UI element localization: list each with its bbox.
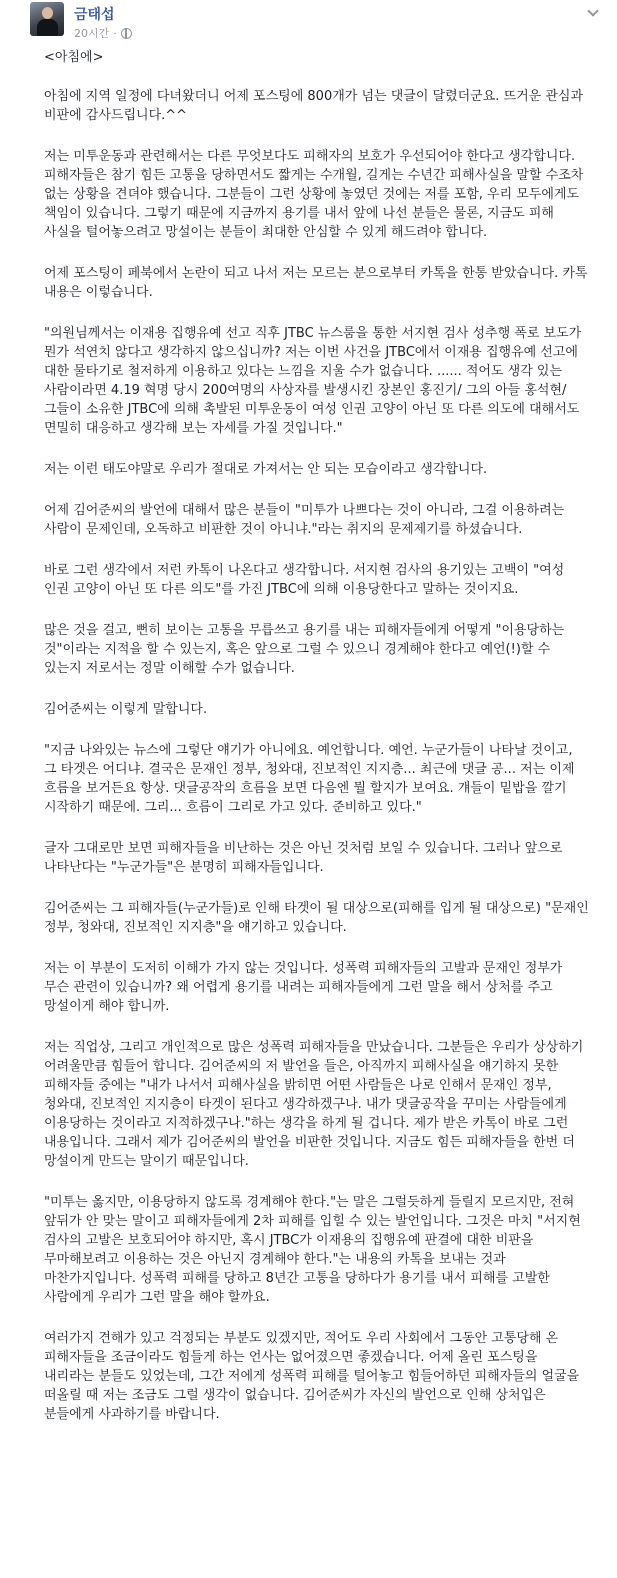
paragraph: 저는 미투운동과 관련해서는 다른 무엇보다도 피해자의 보호가 우선되어야 한다고 생각합니다. 피해자들은 참기 힘든 고통을 당하면서도 짧게는 수개월, 길게는 수년간 피해사실을 말할 수조차 없는 상황을 견뎌야 했습니다. 그분들이 그런 상황에 놓였던 것에는 저를 포함, 우리 모두에게도 책임이 있습니다. 그렇기 때문에 지금까지 용기를 내서 앞에 나선 분들은 물론, 지금도 피해 사실을 털어놓으려고 망설이는 분들이 최대한 안심할 수 있게 해드려야 합니다. bbox=[44, 149, 584, 240]
avatar[interactable] bbox=[30, 2, 64, 36]
author-name[interactable]: 금태섭 bbox=[74, 7, 115, 23]
paragraph: 저는 직업상, 그리고 개인적으로 많은 성폭력 피해자들을 만났습니다. 그분들은 우리가 상상하기 어려울만큼 힘들어 합니다. 김어준씨의 저 발언을 들은, 아직까지 피해사실을 얘기하지 못한 피해자들 중에는 "내가 나서서 피해사실을 밝히면 어떤 사람들은 나로 인해서 문재인 정부, 청와대, 진보적인 지지층이 타겟이 된다고 생각하겠구나. 내가 댓글공작을 꾸미는 사람들에게 이용당하는 것이라고 지적하겠구나."하는 생각을 하게 될 겁니다. 제가 받은 카톡이 바로 그런 내용입니다. 그래서 제가 김어준씨의 발언을 비판한 것입니다. 지금도 힘든 피해자들을 한번 더 망설이게 만드는 말이기 때문입니다. bbox=[44, 1040, 584, 1169]
paragraph: 글자 그대로만 보면 피해자들을 비난하는 것은 아닌 것처럼 보일 수 있습니다. 그러나 앞으로 나타난다는 "누군가들"은 분명히 피해자들입니다. bbox=[44, 841, 563, 875]
paragraph: "의원님께서는 이재용 집행유예 선고 직후 JTBC 뉴스룸을 통한 서지현 검사 성추행 폭로 보도가 뭔가 석연치 않다고 생각하지 않으십니까? 저는 이번 사건을 JTBC에서 이재용 집행유예 선고에 대한 물타기로 철저하게 이용하고 있다는 느낌을 지울 수가 없습니다. ...... 적어도 생각 있는 사람이라면 4.19 혁명 당시 200여명의 사상자를 발생시킨 장본인 홍진기/ 그의 아들 홍석현/ 그들이 소유한 JTBC에 의해 촉발된 미투운동이 여성 인권 고양이 아닌 또 다른 의도에 대해서도 면밀히 대응하고 생각해 보는 자세를 가질 것입니다." bbox=[44, 326, 582, 436]
paragraph: 김어준씨는 이렇게 말합니다. bbox=[44, 702, 208, 717]
paragraph: 여러가지 견해가 있고 걱정되는 부분도 있겠지만, 적어도 우리 사회에서 그동안 고통당해 온 피해자들을 조금이라도 힘들게 하는 언사는 없어졌으면 좋겠습니다. 어제 올린 포스팅을 내리라는 분들도 있었는데, 그간 저에게 성폭력 피해를 털어놓고 힘들어하던 피해자들의 얼굴을 떠올릴 때 저는 조금도 그럴 생각이 없습니다. 김어준씨가 자신의 발언으로 인해 상처입은 분들에게 사과하기를 바랍니다. bbox=[44, 1331, 580, 1422]
globe-icon[interactable] bbox=[121, 28, 132, 39]
paragraph: "지금 나와있는 뉴스에 그렇단 얘기가 아니에요. 예언합니다. 예언. 누군가들이 나타날 것이고, 그 타겟은 어디냐. 결국은 문재인 정부, 청와대, 진보적인 지지층... 최근에 댓글 공... 저는 이제 흐름을 보거든요 항상. 댓글공작의 흐름을 보면 다음엔 뭘 할지가 보여요. 걔들이 밑밥을 깔기 시작하기 때문에. 그리... 흐름이 그리로 가고 있다. 준비하고 있다." bbox=[44, 743, 575, 815]
chevron-down-icon[interactable] bbox=[585, 6, 601, 18]
paragraph: 아침에 지역 일정에 다녀왔더니 어제 포스팅에 800개가 넘는 댓글이 달렸더군요. 뜨거운 관심과 비판에 감사드립니다.^^ bbox=[44, 89, 584, 123]
paragraph: 많은 것을 걸고, 뻔히 보이는 고통을 무릅쓰고 용기를 내는 피해자들에게 어떻게 "이용당하는 것"이라는 지적을 할 수 있는지, 혹은 앞으로 그럴 수 있으니 경계해야 한다고 예언(!)할 수 있는지 저로서는 정말 이해할 수가 없습니다. bbox=[44, 623, 565, 676]
post-time[interactable]: 20시간 bbox=[74, 27, 110, 40]
paragraph: 저는 이 부분이 도저히 이해가 가지 않는 것입니다. 성폭력 피해자들의 고발과 문재인 정부가 무슨 관련이 있습니까? 왜 어렵게 용기를 내려는 피해자들에게 그런 말을 해서 상처를 주고 망설이게 해야 합니까. bbox=[44, 961, 563, 1014]
post-content bbox=[44, 48, 589, 1424]
post-meta: 20시간 · bbox=[74, 25, 132, 41]
paragraph: 어제 포스팅이 페북에서 논란이 되고 나서 저는 모르는 분으로부터 카톡을 한통 받았습니다. 카톡 내용은 이렇습니다. bbox=[44, 266, 588, 300]
post-header bbox=[44, 0, 589, 48]
paragraph: 어제 김어준씨의 발언에 대해서 많은 분들이 "미투가 나쁘다는 것이 아니라, 그걸 이용하려는 사람이 문제인데, 오독하고 비판한 것이 아니냐."라는 취지의 문제제기를 하셨습니다. bbox=[44, 503, 565, 537]
paragraph: 김어준씨는 그 피해자들(누군가들)로 인해 타겟이 될 대상으로(피해를 입게 될 대상으로) "문재인 정부, 청와대, 진보적인 지지층"을 얘기하고 있습니다. bbox=[44, 901, 589, 935]
paragraph: "미투는 옳지만, 이용당하지 않도록 경계해야 한다."는 말은 그럴듯하게 들릴지 모르지만, 전혀 앞뒤가 안 맞는 말이고 피해자들에게 2차 피해를 입힐 수 있는 발언입니다. 그것은 마치 "서지현 검사의 고발은 보호되어야 하지만, 혹시 JTBC가 이재용의 집행유예 판결에 대한 비판을 무마해보려고 이용하는 것은 아닌지 경계해야 한다."는 내용의 카톡을 보내는 것과 마찬가지입니다. 성폭력 피해를 당하고 8년간 고통을 당하다가 용기를 내서 피해를 고발한 사람에게 우리가 그런 말을 해야 할까요. bbox=[44, 1195, 581, 1305]
paragraph: 저는 이런 태도야말로 우리가 절대로 가져서는 안 되는 모습이라고 생각합니다. bbox=[44, 462, 488, 477]
paragraph: 바로 그런 생각에서 저런 카톡이 나온다고 생각합니다. 서지현 검사의 용기있는 고백이 "여성 인권 고양이 아닌 또 다른 의도"를 가진 JTBC에 의해 이용당한다고 말하는 것이지요. bbox=[44, 563, 565, 597]
paragraph: <아침에> bbox=[44, 50, 104, 65]
